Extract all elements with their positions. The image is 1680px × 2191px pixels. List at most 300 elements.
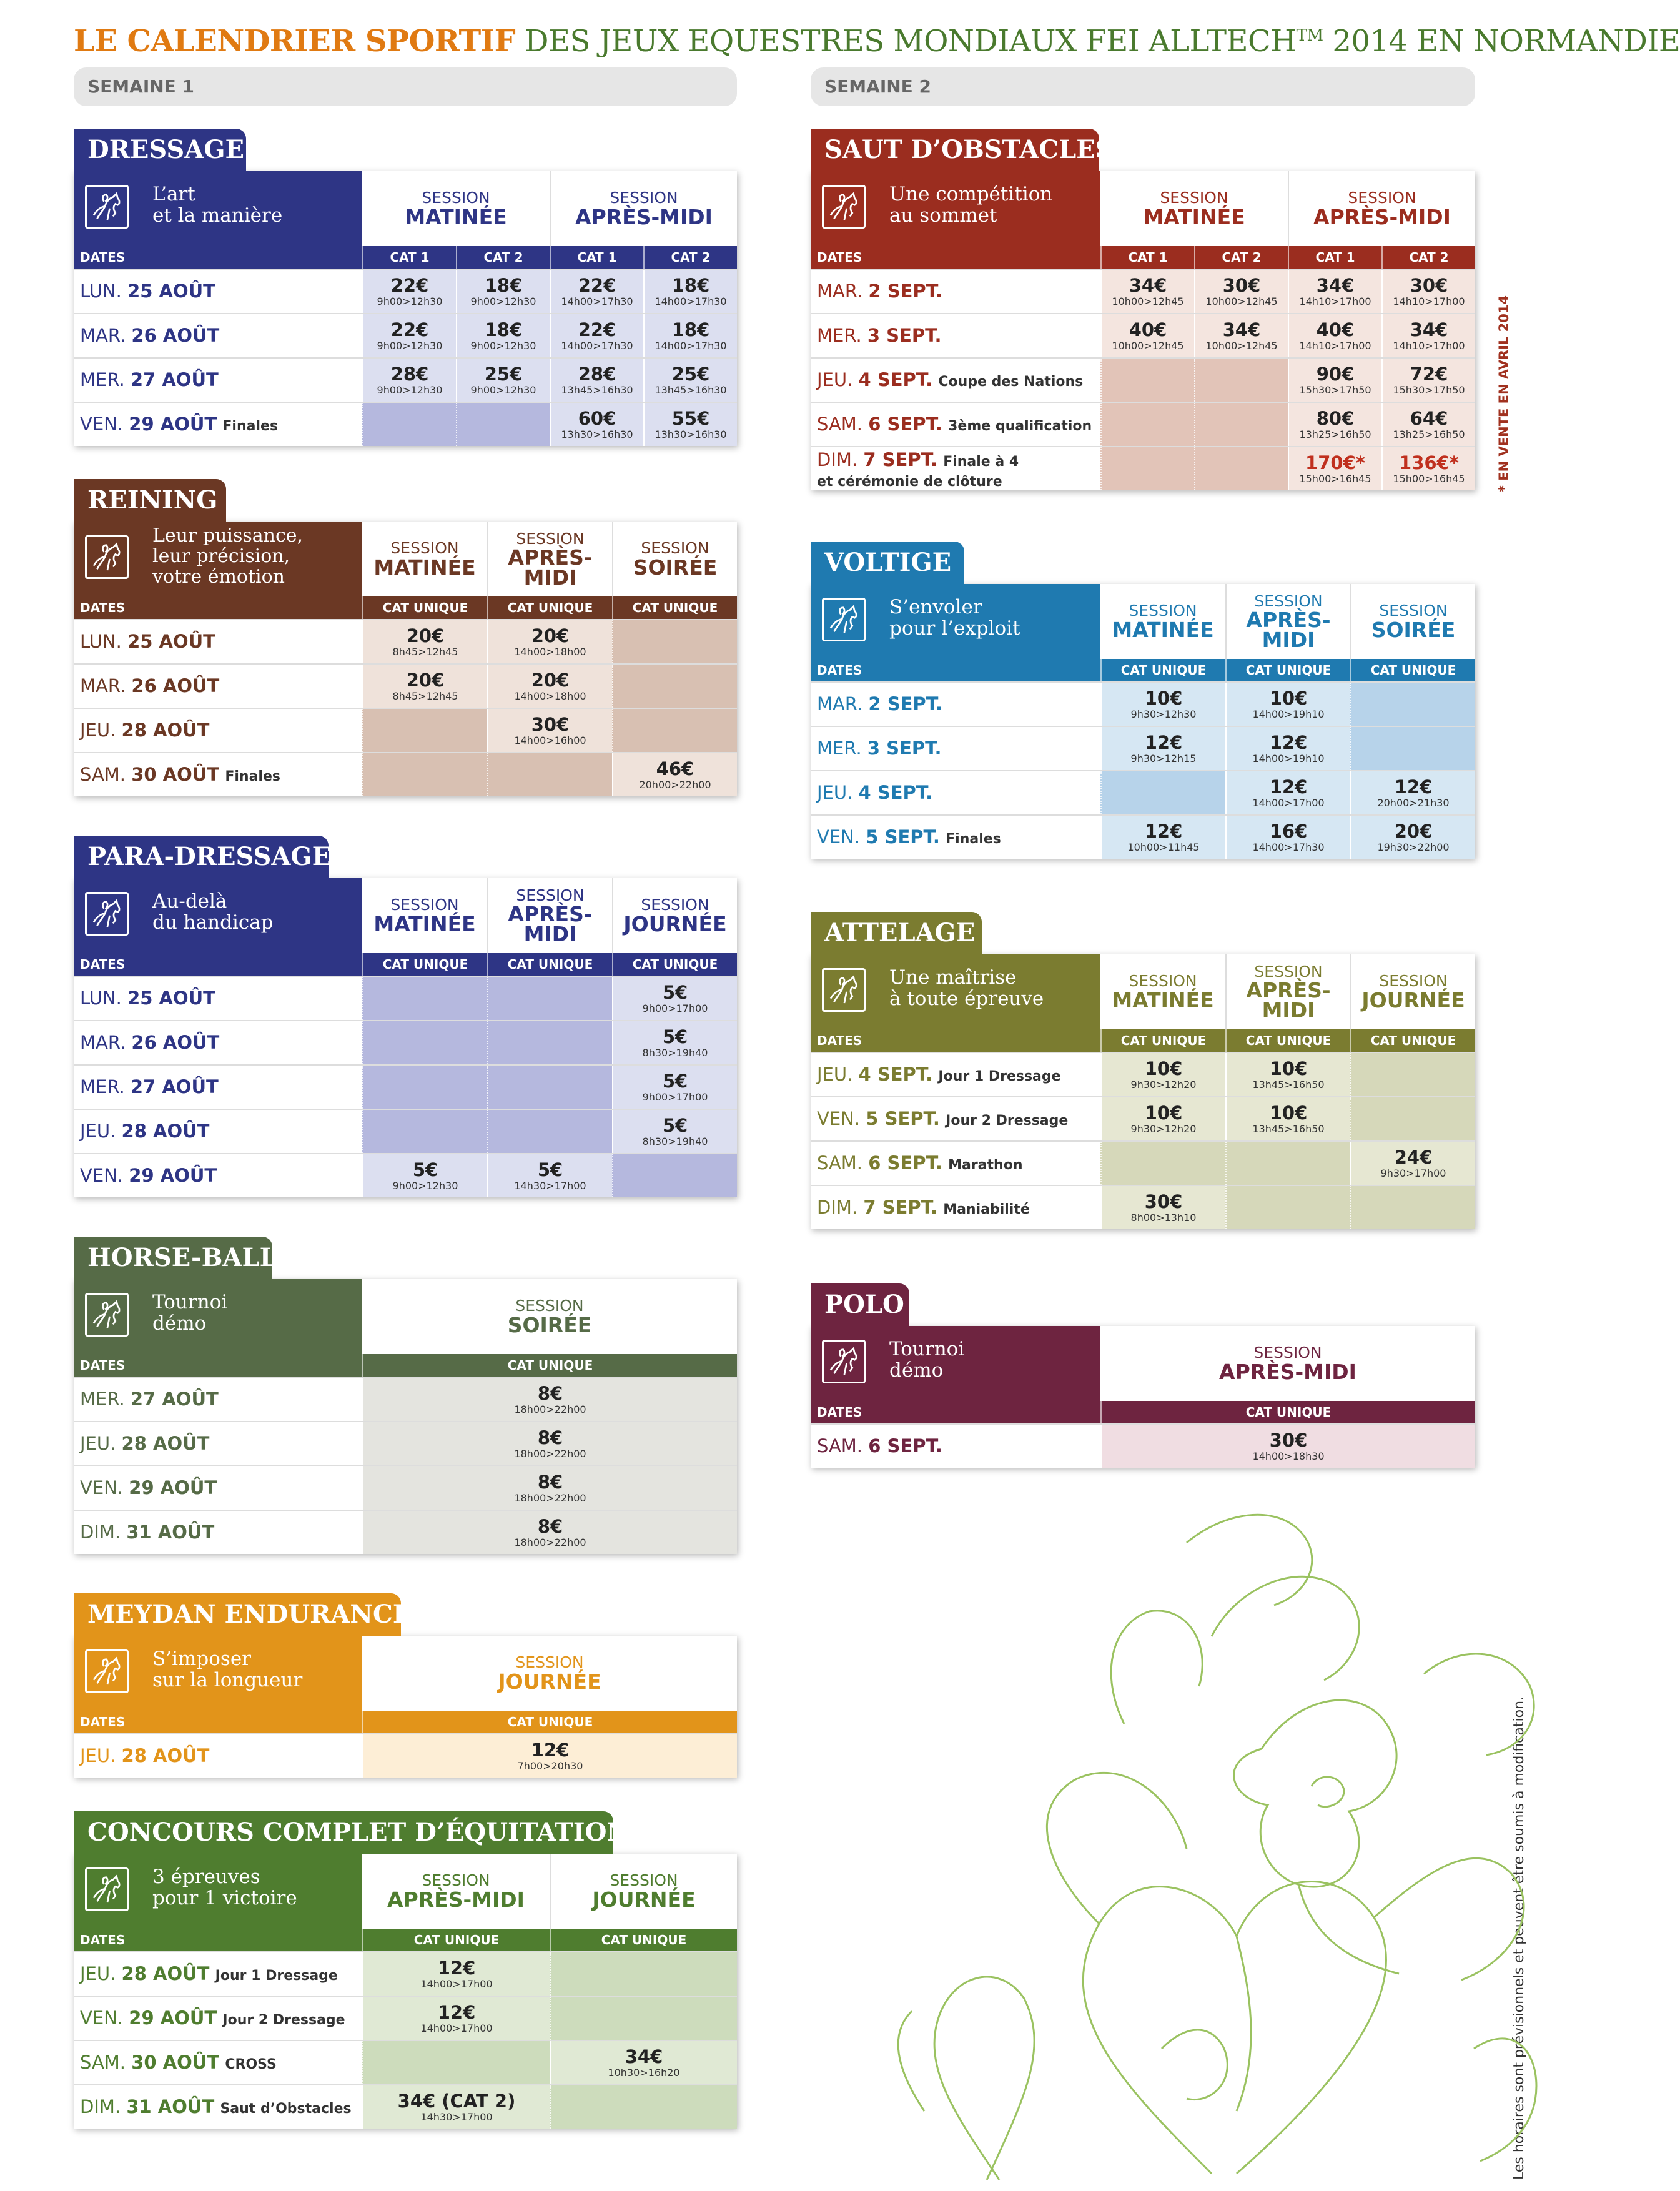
date-label: 30 AOÛT [131, 2052, 220, 2073]
price: 8€ [537, 1427, 563, 1448]
date-cell [74, 2041, 362, 2084]
session-name: APRÈS-MIDI [508, 545, 593, 590]
session-header [487, 878, 612, 953]
price-cell [456, 270, 550, 313]
day-label: MAR. [80, 675, 126, 696]
category-label: CAT UNIQUE [612, 953, 737, 976]
time-range: 14h00>17h30 [561, 339, 633, 352]
day-label: LUN. [80, 987, 122, 1009]
price: 5€ [412, 1159, 438, 1180]
empty-cell [612, 665, 737, 708]
session-name: JOURNÉE [1361, 988, 1465, 1012]
price: 12€ [1144, 731, 1183, 753]
date-label: 6 SEPT. [868, 1435, 942, 1457]
price-cell [456, 314, 550, 357]
price: 34€ [1410, 319, 1448, 340]
price: 72€ [1410, 363, 1448, 385]
time-range: 13h30>16h30 [561, 428, 633, 440]
session-name: APRÈS-MIDI [387, 1887, 525, 1912]
session-name: APRÈS-MIDI [575, 205, 713, 229]
price: 30€ [531, 713, 570, 735]
price: 30€ [1410, 274, 1448, 296]
table-header [811, 171, 1475, 246]
table-header [74, 171, 737, 246]
sport-name-tab: PARA-DRESSAGE [74, 836, 329, 878]
price: 25€ [484, 363, 523, 385]
day-label: MAR. [80, 325, 126, 346]
time-range: 14h00>17h30 [561, 295, 633, 307]
day-label: VEN. [817, 826, 861, 848]
time-range: 15h00>16h45 [1393, 472, 1465, 485]
session-label: SESSION [515, 1297, 584, 1315]
dates-label: DATES [80, 600, 126, 615]
tagline-line: sur la longueur [152, 1669, 303, 1691]
price-cell [487, 665, 612, 708]
schedule-table [74, 1636, 737, 1778]
sport-tagline [889, 967, 1044, 1009]
tagline-line: Une compétition [889, 183, 1053, 205]
session-label: SESSION [1254, 592, 1323, 610]
category-label: CAT UNIQUE [362, 1929, 550, 1951]
tagline-line: et la manière [152, 204, 283, 227]
session-label: SESSION [1379, 601, 1448, 620]
category-header [74, 1711, 737, 1733]
week-2-bar: SEMAINE 2 [811, 67, 1475, 106]
reining-icon [85, 535, 129, 579]
sport-name-tab: REINING [74, 479, 226, 522]
price-cell [1225, 771, 1350, 814]
sport-block-attelage [811, 912, 1475, 1229]
price-cell [1288, 314, 1381, 357]
date-label: 25 AOÛT [127, 280, 215, 302]
empty-cell [362, 753, 487, 796]
session-header [362, 878, 487, 953]
sport-block-horseball [74, 1237, 737, 1554]
date-label: 31 AOÛT [126, 1521, 215, 1543]
date-label: 2 SEPT. [868, 280, 943, 302]
empty-cell [1100, 447, 1194, 490]
price: 136€* [1399, 452, 1459, 473]
price: 16€ [1269, 820, 1308, 842]
date-cell [74, 1110, 362, 1153]
price: 12€ [1269, 731, 1308, 753]
session-header [1100, 171, 1288, 246]
day-label: MAR. [817, 280, 863, 302]
price: 20€ [406, 669, 445, 691]
event-note: Marathon [948, 1157, 1023, 1173]
session-name: APRÈS-MIDI [1246, 608, 1331, 652]
price: 20€ [531, 625, 570, 646]
time-range: 9h30>17h00 [1380, 1167, 1446, 1179]
price: 80€ [1316, 407, 1355, 429]
empty-cell [1100, 403, 1194, 446]
date-cell [811, 270, 1100, 313]
time-range: 8h00>13h10 [1130, 1211, 1197, 1224]
schedule-row [811, 1423, 1475, 1468]
date-cell [74, 1422, 362, 1465]
time-range: 9h30>12h20 [1130, 1078, 1197, 1091]
dates-label: DATES [80, 1358, 126, 1373]
time-range: 14h30>17h00 [420, 2110, 493, 2123]
schedule-row [74, 2040, 737, 2084]
category-label: CAT 2 [1194, 246, 1288, 269]
empty-cell [550, 2085, 737, 2129]
day-label: LUN. [80, 280, 122, 302]
session-header [1225, 584, 1350, 659]
dressage-icon [85, 185, 129, 229]
empty-cell [1100, 771, 1225, 814]
price-cell [550, 270, 643, 313]
empty-cell [1350, 1053, 1475, 1096]
price: 8€ [537, 1382, 563, 1404]
empty-cell [1350, 683, 1475, 726]
tagline-line: Leur puissance, [152, 525, 304, 547]
time-range: 13h45>16h50 [1252, 1122, 1325, 1135]
sport-name-tab: VOLTIGE [811, 542, 964, 584]
category-label: CAT UNIQUE [1225, 659, 1350, 681]
day-label: JEU. [80, 1745, 116, 1766]
time-range: 8h45>12h45 [392, 645, 458, 658]
tagline-line: S’envoler [889, 596, 982, 618]
date-cell [811, 771, 1100, 814]
time-range: 14h10>17h00 [1393, 339, 1465, 352]
sport-tagline [889, 596, 1020, 639]
price-cell [362, 314, 456, 357]
day-label: MER. [817, 325, 862, 346]
price-cell [1194, 270, 1288, 313]
title-tail: 2014 EN NORMANDIE [1323, 24, 1680, 59]
date-cell [811, 816, 1100, 859]
category-header [74, 246, 737, 269]
time-range: 15h30>17h50 [1393, 383, 1465, 396]
empty-cell [1194, 447, 1288, 490]
category-header [811, 1401, 1475, 1423]
time-range: 14h00>17h00 [1252, 796, 1325, 809]
session-label: SESSION [422, 1871, 490, 1889]
date-label: 28 AOÛT [121, 720, 210, 741]
time-range: 20h00>22h00 [639, 778, 711, 791]
session-name: APRÈS-MIDI [508, 902, 593, 946]
price-cell [1100, 683, 1225, 726]
tagline-line: à toute épreuve [889, 987, 1044, 1010]
time-range: 14h10>17h00 [1299, 295, 1371, 307]
time-range: 14h00>17h00 [420, 1977, 493, 1990]
empty-cell [1100, 359, 1194, 402]
date-label: 4 SEPT. [858, 369, 933, 390]
session-name: MATINÉE [405, 205, 507, 229]
price: 10€ [1269, 1102, 1308, 1124]
sport-name-tab: POLO [811, 1283, 909, 1326]
schedule-row [811, 446, 1475, 490]
dates-label: DATES [80, 957, 126, 972]
table-header [74, 1854, 737, 1929]
empty-cell [1225, 1186, 1350, 1229]
price: 34€ [625, 2045, 663, 2067]
price-cell [1225, 727, 1350, 770]
day-label: SAM. [817, 413, 863, 435]
day-label: VEN. [817, 1108, 861, 1129]
price-cell [1350, 816, 1475, 859]
price: 90€ [1316, 363, 1355, 385]
price-cell [1381, 270, 1475, 313]
session-header [1100, 954, 1225, 1029]
price-cell [362, 1466, 737, 1510]
session-header [487, 522, 612, 596]
sport-header [811, 1326, 1100, 1401]
session-name: APRÈS-MIDI [1246, 978, 1331, 1022]
day-label: SAM. [817, 1435, 863, 1457]
schedule-row [74, 1733, 737, 1778]
sport-block-polo [811, 1283, 1475, 1468]
tagline-line: Au-delà [152, 890, 227, 913]
price: 8€ [537, 1471, 563, 1493]
session-label: SESSION [1253, 1343, 1322, 1362]
schedule-row [74, 1465, 737, 1510]
tagline-line: au sommet [889, 204, 997, 227]
time-range: 20h00>21h30 [1377, 796, 1450, 809]
date-cell [811, 403, 1100, 446]
session-label: SESSION [390, 896, 459, 914]
event-note: Jour 2 Dressage [222, 2012, 345, 2028]
session-label: SESSION [610, 189, 678, 207]
price: 170€* [1305, 452, 1365, 473]
time-range: 14h00>17h30 [1252, 841, 1325, 853]
sport-name-tab: DRESSAGE [74, 129, 246, 171]
category-label: CAT 2 [1381, 246, 1475, 269]
event-note: Finales [225, 769, 280, 784]
date-label: 4 SEPT. [858, 782, 933, 803]
schedule-table [74, 1279, 737, 1554]
date-label: 26 AOÛT [131, 1032, 220, 1053]
sport-header [74, 878, 362, 953]
price-cell [1225, 1097, 1350, 1140]
date-label: 27 AOÛT [130, 1388, 219, 1410]
price: 40€ [1129, 319, 1167, 340]
price-cell [1100, 1097, 1225, 1140]
price: 24€ [1394, 1146, 1433, 1168]
date-label: 29 AOÛT [129, 413, 217, 435]
sport-tagline [152, 1866, 297, 1909]
price-cell [362, 2085, 550, 2129]
price-cell [1100, 1053, 1225, 1096]
price-cell [1225, 683, 1350, 726]
sport-tagline [152, 184, 282, 226]
time-range: 14h00>17h30 [655, 339, 727, 352]
tagline-line: pour 1 victoire [152, 1887, 297, 1909]
tagline-line: leur précision, [152, 545, 290, 567]
price-cell [1100, 1186, 1225, 1229]
date-label: 27 AOÛT [130, 369, 219, 390]
dates-label: DATES [80, 1714, 126, 1729]
event-note: Jour 2 Dressage [946, 1113, 1069, 1129]
category-label: CAT UNIQUE [1350, 659, 1475, 681]
sport-header [811, 171, 1100, 246]
price-cell [362, 1154, 487, 1197]
price-cell [362, 359, 456, 402]
sport-tagline [889, 1338, 964, 1381]
time-range: 9h30>12h30 [1130, 708, 1197, 720]
endurance-icon [85, 1649, 129, 1693]
time-range: 9h00>12h30 [470, 383, 536, 396]
polo-icon [822, 1340, 866, 1383]
empty-cell [1350, 727, 1475, 770]
date-label: 29 AOÛT [129, 2007, 217, 2029]
time-range: 8h45>12h45 [392, 690, 458, 702]
date-cell [811, 314, 1100, 357]
page-title [74, 24, 1680, 59]
day-label: MER. [80, 1076, 125, 1097]
price: 28€ [390, 363, 429, 385]
day-label: VEN. [80, 1477, 124, 1498]
category-label: CAT UNIQUE [1100, 659, 1225, 681]
session-label: SESSION [1348, 189, 1416, 207]
price: 5€ [662, 1026, 688, 1047]
date-cell [74, 1066, 362, 1109]
day-label: JEU. [817, 369, 853, 390]
empty-cell [487, 1110, 612, 1153]
schedule-row [811, 1185, 1475, 1229]
event-note: Finale à 4 [943, 454, 1019, 470]
sport-tagline [152, 525, 303, 587]
date-label: 25 AOÛT [127, 987, 215, 1009]
empty-cell [1350, 1186, 1475, 1229]
time-range: 10h00>12h45 [1205, 295, 1278, 307]
price-cell [1288, 447, 1381, 490]
date-cell [74, 1511, 362, 1554]
time-range: 14h00>18h00 [514, 645, 586, 658]
schedule-row [811, 402, 1475, 446]
price: 10€ [1144, 1102, 1183, 1124]
price: 10€ [1144, 1057, 1183, 1079]
sport-block-complet [74, 1811, 737, 2129]
time-range: 13h30>16h30 [655, 428, 727, 440]
date-label: 28 AOÛT [121, 1745, 210, 1766]
schedule-row [811, 814, 1475, 859]
empty-cell [362, 1021, 487, 1064]
category-header [811, 1029, 1475, 1052]
sport-name-tab: HORSE-BALL [74, 1237, 272, 1279]
date-label: 25 AOÛT [127, 631, 215, 652]
price-cell [1100, 1425, 1475, 1468]
schedule-row [811, 1140, 1475, 1185]
time-range: 14h00>19h10 [1252, 708, 1325, 720]
sport-header [74, 1279, 362, 1354]
session-label: SESSION [422, 189, 490, 207]
session-name: SOIRÉE [507, 1313, 592, 1337]
category-label: CAT UNIQUE [487, 596, 612, 619]
date-cell [811, 1053, 1100, 1096]
time-range: 14h10>17h00 [1299, 339, 1371, 352]
session-header [362, 171, 550, 246]
time-range: 18h00>22h00 [514, 1403, 586, 1415]
price-cell [1225, 1053, 1350, 1096]
time-range: 14h00>18h30 [1252, 1450, 1325, 1462]
category-label: CAT 1 [550, 246, 643, 269]
price-cell [362, 620, 487, 663]
day-label: MER. [80, 369, 125, 390]
event-note: CROSS [225, 2057, 277, 2072]
session-label: SESSION [515, 1653, 584, 1671]
session-label: SESSION [516, 886, 585, 904]
session-label: SESSION [1129, 972, 1197, 990]
price: 18€ [484, 274, 523, 296]
tagline-line: pour l’exploit [889, 617, 1020, 640]
price-cell [1381, 403, 1475, 446]
time-range: 13h25>16h50 [1299, 428, 1371, 440]
empty-cell [456, 403, 550, 446]
tagline-line: Tournoi [152, 1291, 228, 1313]
category-label: CAT UNIQUE [1350, 1029, 1475, 1052]
empty-cell [487, 1021, 612, 1064]
price: 34€ [1129, 274, 1167, 296]
price-cell [487, 620, 612, 663]
empty-cell [612, 1154, 737, 1197]
eventing-icon [85, 1867, 129, 1911]
price: 22€ [578, 274, 616, 296]
category-header [74, 1354, 737, 1377]
time-range: 18h00>22h00 [514, 1447, 586, 1460]
price-cell [362, 1511, 737, 1554]
time-range: 9h00>12h30 [377, 339, 443, 352]
schedule-table [74, 1854, 737, 2129]
day-label: JEU. [80, 1963, 116, 1984]
session-header [550, 171, 737, 246]
price: 10€ [1269, 1057, 1308, 1079]
session-name: APRÈS-MIDI [1219, 1360, 1356, 1384]
schedule-row [74, 619, 737, 663]
tagline-line: démo [152, 1312, 207, 1335]
price: 12€ [531, 1739, 570, 1761]
empty-cell [362, 2041, 550, 2084]
schedule-table [811, 954, 1475, 1229]
price-cell [362, 1734, 737, 1778]
date-cell [811, 359, 1100, 402]
schedule-row [811, 770, 1475, 814]
sport-block-dressage [74, 129, 737, 446]
sport-header [74, 171, 362, 246]
category-label: CAT UNIQUE [487, 953, 612, 976]
sport-tagline [152, 1292, 227, 1334]
empty-cell [612, 709, 737, 752]
price: 8€ [537, 1515, 563, 1537]
price: 12€ [1269, 776, 1308, 798]
date-cell [74, 2085, 362, 2129]
price-cell [643, 314, 737, 357]
title-rest: DES JEUX EQUESTRES MONDIAUX FEI ALLTECH [515, 24, 1297, 59]
time-range: 15h30>17h50 [1299, 383, 1371, 396]
session-header [612, 878, 737, 953]
empty-cell [362, 977, 487, 1020]
price-cell [487, 709, 612, 752]
empty-cell [487, 753, 612, 796]
schedule-row [74, 1996, 737, 2040]
price: 28€ [578, 363, 616, 385]
date-cell [811, 1186, 1100, 1229]
price-cell [550, 359, 643, 402]
price-cell [612, 1066, 737, 1109]
event-note: Jour 1 Dressage [938, 1069, 1061, 1084]
day-label: DIM. [817, 1197, 858, 1218]
schedule-row [74, 1377, 737, 1421]
schedule-row [811, 269, 1475, 313]
date-cell [74, 1154, 362, 1197]
day-label: MAR. [80, 1032, 126, 1053]
sport-header [74, 1854, 362, 1929]
schedule-row [74, 752, 737, 796]
day-label: VEN. [80, 1165, 124, 1186]
sport-block-voltige [811, 542, 1475, 859]
time-range: 9h00>12h30 [377, 383, 443, 396]
